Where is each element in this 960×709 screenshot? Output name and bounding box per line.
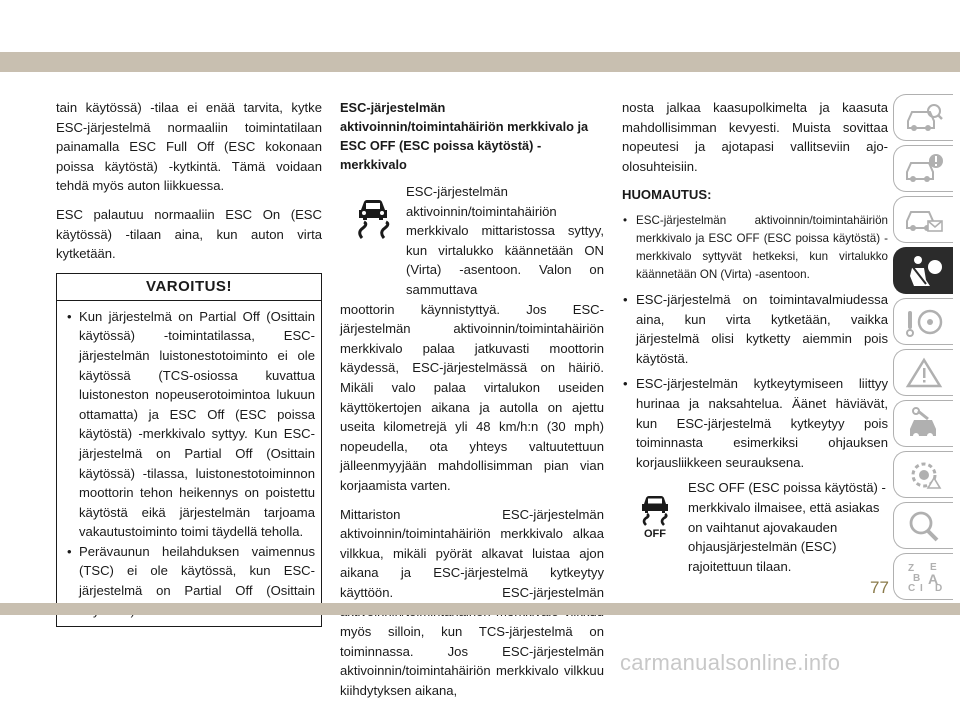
index-letter: Z	[907, 562, 914, 574]
car-info-icon	[904, 152, 944, 186]
top-band	[0, 52, 960, 72]
tab-tools[interactable]	[893, 400, 953, 447]
tab-car-info[interactable]	[893, 145, 953, 192]
warning-list	[57, 301, 321, 627]
tab-key-steering[interactable]	[893, 298, 953, 345]
watermark: carmanualsonline.info	[620, 650, 841, 675]
paragraph: nosta jalkaa kaasupolkimelta ja kaasuta mahdollisimman kevyesti. Muista sovittaa nopeutesi ja ajotapasi vallitseviin ajo-olosuhteisiin.	[622, 100, 888, 174]
chapter-tabs	[893, 94, 953, 604]
warning-item: • Kun järjestelmä on Partial Off (Osittain käytössä) -toimintatilassa, ESC-järjestelmän luistonestotoiminto ei ole käytössä (TCS-osiossa kuvattua luistoneston nopeuserotoimintoa lukuun ottamatta) ja ESC Off (ESC poissa käytöstä) -merkkivalo syttyy. Kun ESC-järjestelmä on Partial Off (Osittain käytössä) -tilassa, luistonestotoiminnon moottorin tehon heikennys on poistettu käytöstä eikä järjestelmän tarjoama vakautustoiminto toimi täydellä teholla.	[65, 307, 315, 542]
off-label: OFF	[644, 528, 666, 539]
car-message-icon	[904, 203, 944, 237]
seatbelt-airbag-icon	[904, 254, 944, 288]
index-letter: I	[919, 582, 923, 594]
paragraph: Mittariston ESC-järjestelmän aktivoinnin/toimintahäiriön merkkivalo alkaa vilkkua, mikäli pyörät alkavat luistaa ajon aikana ja ESC-järjestelmä kytkeytyy käyttöön. ESC-järjestelmän myös silloin, kun TCS-järjestelmä on toiminnassa. Jos ESC-järjestelmän aktivoinnin/toimintahäiriön merkkivalo vilkkuu kiihdytyksen aikana,	[340, 506, 604, 698]
note-list	[622, 212, 888, 472]
esc-skid-icon	[340, 182, 406, 300]
tab-car-message[interactable]	[893, 196, 953, 243]
icon-row	[340, 182, 604, 300]
column-middle	[340, 98, 604, 709]
section-heading: ESC-järjestelmän aktivoinnin/toimintahäiriön merkkivalo ja ESC OFF (ESC poissa käytöstä) -merkkivalo	[340, 100, 589, 172]
column-left	[56, 98, 322, 627]
tab-index[interactable]	[893, 553, 953, 600]
note-item: • ESC-järjestelmän aktivoinnin/toimintahäiriön merkkivalo ja ESC OFF (ESC poissa käytöstä) -merkkivalo syttyvät hetkeksi, kun virtalukko käännetään ON (Virta) -asentoon.	[622, 212, 888, 284]
magnifier-icon	[904, 509, 944, 543]
index-letter: E	[929, 561, 937, 573]
bottom-band	[0, 603, 960, 615]
warning-item: • Perävaunun heilahduksen vaimennus (TSC) ei ole käytössä, kun ESC-järjestelmä on Partial Off (Osittain	[65, 542, 315, 620]
index-letter: D	[934, 582, 942, 594]
paragraph: tain käytössä) -tilaa ei enää tarvita, kytke ESC-järjestelmä normaaliin toimintatilaan painamalla ESC Full Off (ESC kokonaan poissa käytöstä) -kytkintä. Tämä voidaan tehdä myös auton liikkuessa.	[56, 100, 322, 194]
index-letter: C	[907, 582, 915, 594]
esc-off-description: ESC OFF (ESC poissa käytöstä) -merkkivalo ilmaisee, että asiakas on vaihtanut ajovakauden ohjausjärjestelmän (ESC) rajoitettuun tilaan.	[688, 480, 886, 574]
tab-warning[interactable]	[893, 349, 953, 396]
index-letter: B	[912, 572, 920, 584]
warning-title: VAROITUS!	[57, 274, 321, 301]
tools-car-icon	[904, 407, 944, 441]
paragraph: ESC palautuu normaaliin ESC On (ESC käytössä) -tilaan aina, kun auton virta kytketään.	[56, 206, 322, 262]
key-steering-icon	[904, 305, 944, 339]
note-item: • ESC-järjestelmä on toimintavalmiudessa aina, kun virta kytketään, vaikka järjestelmä olisi kytketty aiemmin pois käytöstä.	[622, 290, 888, 368]
icon-description: ESC-järjestelmän aktivoinnin/toimintahäiriön merkkivalo mittaristossa syttyy, kun virtalukko käännetään ON (Virta) -asentoon. Valon on sammuttava	[406, 184, 604, 297]
paragraph: moottorin käynnistyttyä. Jos ESC-järjestelmän aktivoinnin/toimintahäiriön merkkivalo palaa jatkuvasti moottorin käydessä, ESC-järjestelmässä on häiriö. Mikäli valo palaa virtalukon useiden käyttökertojen aikana ja autolla on ajettu useita kilometrejä yli 48 km/h:n (30 mph) nopeudella, ota yhteys valtuutettuun jälleenmyyjään mahdollisimman pian vian korjaamista varten.	[340, 301, 604, 493]
tab-search[interactable]	[893, 502, 953, 549]
tab-seatbelt-airbag[interactable]	[893, 247, 953, 294]
note-title: HUOMAUTUS:	[622, 187, 712, 203]
page-number: 77	[870, 578, 889, 597]
warning-box	[56, 273, 322, 628]
tab-gear-warning[interactable]	[893, 451, 953, 498]
warning-triangle-icon	[904, 356, 944, 390]
column-right	[622, 98, 888, 576]
index-letter: A	[927, 570, 938, 587]
note-item: • ESC-järjestelmän kytkeytymiseen liittyy hurinaa ja naksahtelua. Äänet häviävät, kun ESC-järjestelmä kytkeytyy pois toiminnasta esimerkiksi ohjauksen korjausliikkeen seurauksena.	[622, 374, 888, 472]
esc-off-row	[622, 478, 888, 576]
car-search-icon	[904, 101, 944, 135]
index-letters-icon	[904, 560, 944, 594]
gear-warning-icon	[904, 458, 944, 492]
tab-car-search[interactable]	[893, 94, 953, 141]
esc-off-icon	[622, 478, 688, 576]
